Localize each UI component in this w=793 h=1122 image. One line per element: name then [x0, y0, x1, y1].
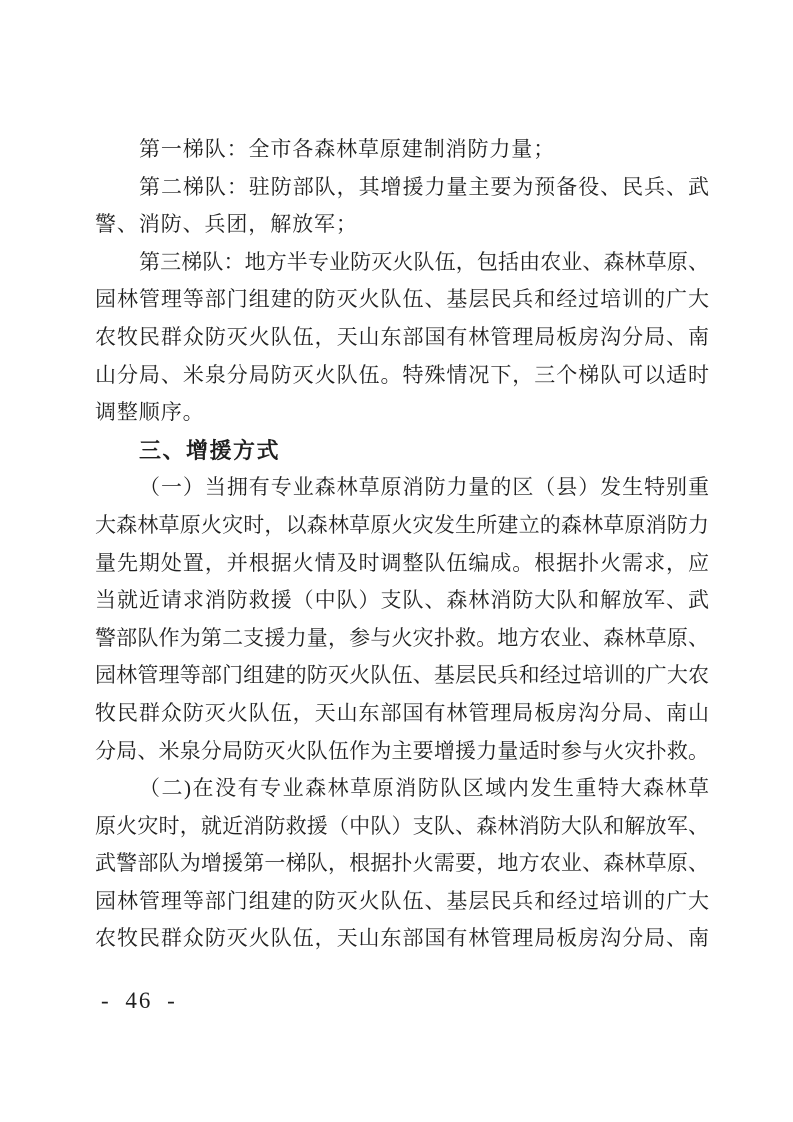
paragraph-line: 第二梯队：驻防部队，其增援力量主要为预备役、民兵、武 [139, 174, 709, 199]
paragraph-line: 农牧民群众防灭火队伍，天山东部国有林管理局板房沟分局、南 [95, 324, 709, 349]
paragraph-line: 园林管理等部门组建的防灭火队伍、基层民兵和经过培训的广大 [95, 287, 709, 312]
paragraph-line: 警、消防、兵团，解放军； [95, 212, 358, 237]
paragraph-line: 牧民群众防灭火队伍，天山东部国有林管理局板房沟分局、南山 [95, 700, 709, 725]
paragraph-line: 第三梯队：地方半专业防灭火队伍，包括由农业、森林草原、 [139, 249, 709, 274]
page-number: - 46 - [101, 988, 177, 1013]
paragraph-line: 原火灾时，就近消防救援（中队）支队、森林消防大队和解放军、 [95, 813, 709, 838]
section-heading: 三、增援方式 [139, 437, 281, 463]
paragraph-line: 园林管理等部门组建的防灭火队伍、基层民兵和经过培训的广大 [95, 888, 709, 913]
paragraph-line: （二)在没有专业森林草原消防队区域内发生重特大森林草 [139, 776, 709, 801]
paragraph-line: 分局、米泉分局防灭火队伍作为主要增援力量适时参与火灾扑救。 [95, 738, 709, 763]
paragraph-line: 第一梯队：全市各森林草原建制消防力量； [139, 137, 556, 161]
paragraph-line: 大森林草原火灾时，以森林草原火灾发生所建立的森林草原消防力 [95, 512, 709, 537]
paragraph-line: 量先期处置，并根据火情及时调整队伍编成。根据扑火需求，应 [95, 550, 709, 575]
paragraph-line: 园林管理等部门组建的防灭火队伍、基层民兵和经过培训的广大农 [95, 663, 709, 688]
document-body [95, 131, 709, 958]
paragraph-line: （一）当拥有专业森林草原消防力量的区（县）发生特别重 [139, 475, 709, 500]
paragraph-line: 农牧民群众防灭火队伍，天山东部国有林管理局板房沟分局、南 [95, 926, 709, 951]
paragraph-line: 警部队作为第二支援力量，参与火灾扑救。地方农业、森林草原、 [95, 625, 709, 650]
paragraph-line: 调整顺序。 [95, 400, 205, 425]
paragraph-line: 山分局、米泉分局防灭火队伍。特殊情况下，三个梯队可以适时 [95, 362, 709, 387]
paragraph-line: 武警部队为增援第一梯队，根据扑火需要，地方农业、森林草原、 [95, 851, 709, 876]
paragraph-line: 当就近请求消防救援（中队）支队、森林消防大队和解放军、武 [95, 588, 709, 613]
